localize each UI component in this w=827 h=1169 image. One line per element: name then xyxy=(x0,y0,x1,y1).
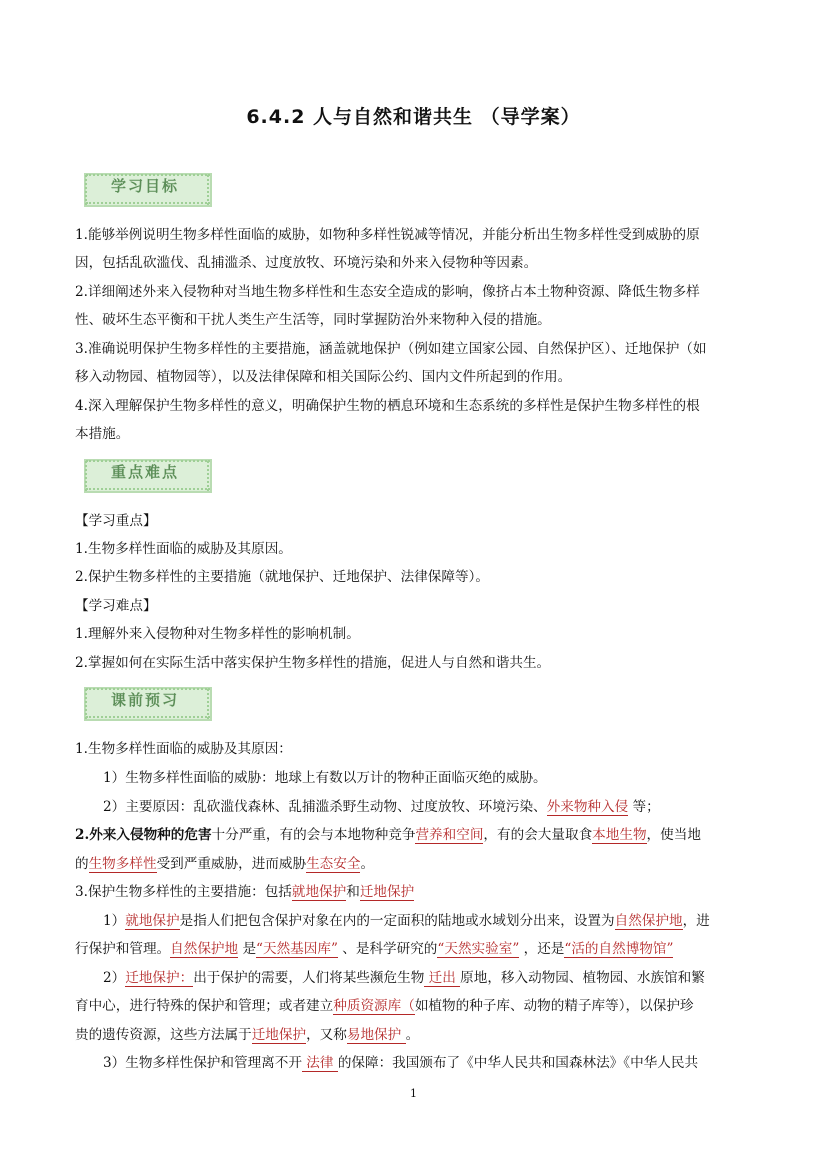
preview-line xyxy=(103,1051,698,1071)
text: 育中心，进行特殊的保护和管理；或者建立 xyxy=(75,998,334,1014)
text: 受到严重威胁，进而威胁 xyxy=(156,856,307,872)
text: 和 xyxy=(346,884,360,900)
difficulty-header: 【学习难点】 xyxy=(75,598,157,614)
preview-line xyxy=(75,1023,419,1043)
answer-blank: “天然基因库” xyxy=(256,941,338,957)
objective-line: 1.能够举例说明生物多样性面临的威胁，如物种多样性锐减等情况，并能分析出生物多样性受到威胁的原 xyxy=(75,227,700,243)
text: 行保护和管理。 xyxy=(75,941,171,957)
answer-blank: 就地保护 xyxy=(125,913,180,929)
answer-blank: 外来物种入侵 xyxy=(546,799,629,815)
text: 的 xyxy=(75,856,89,872)
focus-header: 【学习重点】 xyxy=(75,513,157,529)
answer-blank: 自然保护地 xyxy=(170,941,239,957)
answer-blank: 自然保护地 xyxy=(614,913,683,929)
badge-label: 学习目标 xyxy=(110,177,179,195)
text: 2） xyxy=(103,970,126,986)
preview-line xyxy=(103,909,710,929)
page-title: 6.4.2 人与自然和谐共生 （导学案） xyxy=(246,106,581,128)
difficulty-item: 1.理解外来入侵物种对生物多样性的影响机制。 xyxy=(75,626,360,642)
preview-line xyxy=(75,994,694,1014)
preview-line xyxy=(103,966,705,986)
objective-line: 4.深入理解保护生物多样性的意义，明确保护生物的栖息环境和生态系统的多样性是保护生物多样性的根 xyxy=(75,398,700,414)
text: 十分严重，有的会与本地物种竞争 xyxy=(211,827,416,843)
preview-line xyxy=(75,937,673,957)
focus-item: 1.生物多样性面临的威胁及其原因。 xyxy=(75,541,292,557)
objective-line: 3.准确说明保护生物多样性的主要措施，涵盖就地保护（例如建立国家公园、自然保护区）、迁地保护（如 xyxy=(75,341,707,357)
answer-blank: 迁地保护 xyxy=(359,884,415,900)
text: 是指人们把包含保护对象在内的一定面积的陆地或水域划分出来，设置为 xyxy=(179,913,615,929)
objective-line: 移入动物园、植物园等），以及法律保障和相关国际公约、国内文件所起到的作用。 xyxy=(75,369,572,385)
text: 、是科学研究的 xyxy=(337,941,438,957)
text: 2）主要原因：乱砍滥伐森林、乱捕滥杀野生动物、过度放牧、环境污染、 xyxy=(103,799,547,815)
text: 等； xyxy=(628,799,660,815)
answer-blank: 本地生物 xyxy=(592,827,647,843)
objective-line: 2.详细阐述外来入侵物种对当地生物多样性和生态安全造成的影响，像挤占本土物种资源、降低生物多样 xyxy=(75,284,700,300)
preview-line xyxy=(75,852,374,872)
answer-blank: 生态安全 xyxy=(306,856,361,872)
answer-blank: 迁地保护 xyxy=(251,1027,307,1043)
badge-label: 课前预习 xyxy=(110,691,179,709)
text: 是 xyxy=(238,941,257,957)
text: 3）生物多样性保护和管理离不开 xyxy=(103,1055,302,1071)
difficulty-item: 2.掌握如何在实际生活中落实保护生物多样性的措施，促进人与自然和谐共生。 xyxy=(75,655,551,671)
answer-blank: 法律 xyxy=(301,1055,338,1071)
preview-line xyxy=(75,880,414,900)
focus-item: 2.保护生物多样性的主要措施（就地保护、迁地保护、法律保障等）。 xyxy=(75,569,489,585)
answer-blank: 易地保护 xyxy=(346,1027,406,1043)
section-badge-key-points xyxy=(80,456,210,492)
objective-line: 因，包括乱砍滥伐、乱捕滥杀、过度放牧、环境污染和外来入侵物种等因素。 xyxy=(75,255,538,271)
page-number: 1 xyxy=(410,1087,417,1100)
preview-line: 1.生物多样性面临的威胁及其原因： xyxy=(75,741,292,757)
section-badge-objectives xyxy=(80,170,210,206)
answer-blank: 迁地保护： xyxy=(125,970,194,986)
section-badge-preview xyxy=(80,684,210,720)
answer-blank: 迁出 xyxy=(424,970,461,986)
objective-line: 本措施。 xyxy=(75,426,130,442)
answer-blank: 种质资源库（ xyxy=(333,998,415,1014)
answer-blank: “活的自然博物馆” xyxy=(564,941,674,957)
objective-line: 性、破坏生态平衡和干扰人类生产生活等，同时掌握防治外来物种入侵的措施。 xyxy=(75,312,551,328)
text: ，进 xyxy=(682,913,710,929)
answer-blank: 营养和空间 xyxy=(415,827,484,843)
text: ，还是 xyxy=(519,941,565,957)
text: ，有的会大量取食 xyxy=(483,827,593,843)
text: 贵的遗传资源，这些方法属于 xyxy=(75,1027,252,1043)
preview-line xyxy=(75,823,701,843)
text: 。 xyxy=(405,1027,420,1043)
answer-blank: “天然实验室” xyxy=(437,941,520,957)
preview-line: 1）生物多样性面临的威胁：地球上有数以万计的物种正面临灭绝的威胁。 xyxy=(103,770,547,786)
text: 3.保护生物多样性的主要措施：包括 xyxy=(75,884,292,900)
text: 出于保护的需要，人们将某些濒危生物 xyxy=(193,970,425,986)
text: 1） xyxy=(103,913,126,929)
text: 的保障：我国颁布了《中华人民共和国森林法》《中华人民共 xyxy=(337,1055,699,1071)
text: 如植物的种子库、动物的精子库等），以保护珍 xyxy=(414,998,694,1014)
badge-label: 重点难点 xyxy=(110,463,179,481)
answer-blank: 就地保护 xyxy=(291,884,347,900)
bold-text: 2.外来入侵物种的危害 xyxy=(75,827,212,843)
answer-blank: 生物多样性 xyxy=(88,856,157,872)
text: 原地，移入动物园、植物园、水族馆和繁 xyxy=(460,970,705,986)
preview-line xyxy=(103,795,660,815)
text: ，使当地 xyxy=(646,827,701,843)
text: 。 xyxy=(360,856,375,872)
text: ，又称 xyxy=(306,1027,347,1043)
